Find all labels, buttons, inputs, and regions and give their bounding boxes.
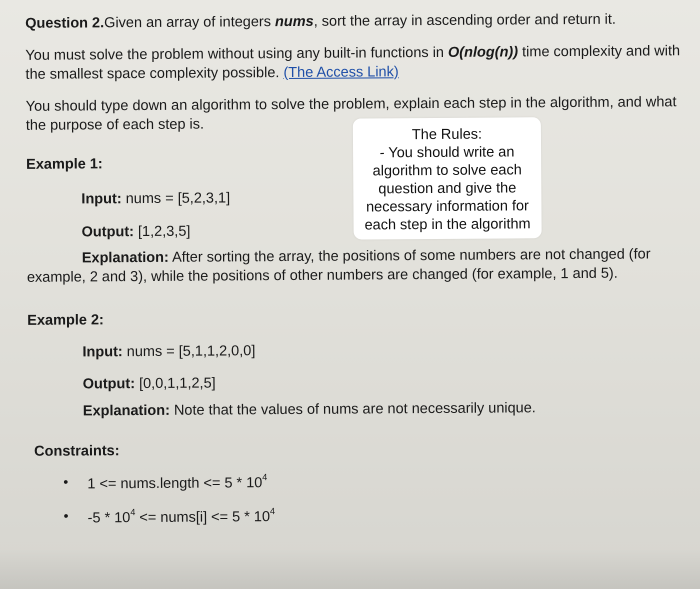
constraint-1-text: 1 <= nums.length <= 5 * 10 [87,475,263,493]
example2-heading [27,311,104,330]
req-text: You must solve the problem without using any built-in functions in [25,44,449,64]
rules-title: The Rules: [411,126,483,144]
bullet-icon: • [63,507,69,524]
example1-input-label: Input: [81,191,122,208]
requirement-line-1 [25,42,680,65]
example1-explanation-label: Explanation: [81,249,169,267]
constraint-2 [88,508,276,527]
example1-input [81,189,230,208]
complexity: O(nlog(n)) [447,44,519,61]
rules-callout [353,117,542,239]
rules-line: question and give the [378,180,517,198]
example2-input [82,342,255,361]
req-text-end: time complexity and with [518,43,681,61]
rules-line: each step in the algorithm [364,216,531,234]
rules-line: necessary information for [365,198,529,216]
example1-heading-text: Example 1: [26,156,103,173]
example1-output [82,223,191,242]
example2-output-value: [0,0,1,1,2,5] [134,375,216,393]
example2-output-label: Output: [82,376,136,393]
question-intro [25,11,616,33]
example2-explanation [83,399,536,420]
constraint-1-exponent: 4 [262,472,268,483]
example2-output [83,375,216,394]
constraint-2-text-a: -5 * 10 [87,510,131,527]
var-nums: nums [274,13,314,31]
example2-explanation-label: Explanation: [82,402,170,420]
constraints-heading [34,442,120,461]
rules-line: - You should write an [379,144,515,162]
constraint-1 [87,474,267,493]
example1-explanation-text: After sorting the array, the positions of some numbers are not changed (for [168,246,651,266]
rules-line: algorithm to solve each [372,162,522,180]
question-number: Question 2. [25,15,105,32]
example1-input-value: nums = [5,2,3,1] [121,190,231,208]
example2-input-value: nums = [5,1,1,2,0,0] [122,343,256,361]
example1-output-label: Output: [81,224,135,241]
constraints-heading-text: Constraints: [34,443,120,460]
example1-output-value: [1,2,3,5] [133,223,191,241]
req-line2-text: the smallest space complexity possible. [25,65,284,83]
bullet-icon: • [63,473,69,490]
example2-heading-text: Example 2: [27,312,104,329]
intro-text: Given an array of integers [104,14,276,32]
example2-input-label: Input: [82,344,123,361]
constraint-2-exponent-b: 4 [269,506,276,517]
intro-text-end: , sort the array in ascending order and return it. [313,11,616,30]
example2-explanation-text: Note that the values of nums are not necessarily unique. [169,400,536,419]
instruction-line-2: the purpose of each step is. [25,116,205,134]
instruction-line-1: You should type down an algorithm to solve the problem, explain each step in the algorithm, and what [25,94,677,115]
requirement-line-2 [25,63,398,84]
example1-heading [26,155,103,174]
constraint-2-text-b: <= nums[i] <= 5 * 10 [135,509,271,527]
access-link[interactable]: (The Access Link) [283,64,399,82]
example1-explanation-line-2: example, 2 and 3), while the positions of other numbers are changed (for example, 1 and 5). [26,265,618,286]
constraint-2-exponent-a: 4 [130,507,136,518]
